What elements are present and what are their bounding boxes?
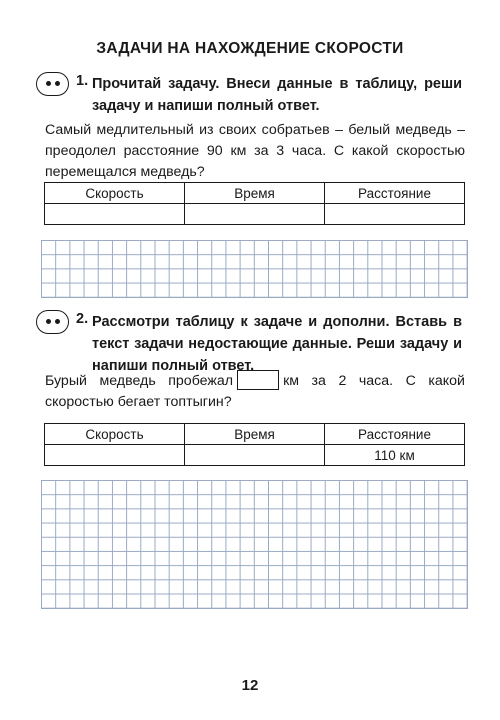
missing-value-box[interactable] — [237, 370, 279, 390]
table-row — [45, 445, 465, 466]
header-distance: Расстояние — [325, 424, 465, 445]
page-number: 12 — [241, 677, 259, 694]
cell-speed[interactable] — [45, 445, 185, 466]
eyes-face-icon — [36, 72, 69, 96]
header-speed: Скорость — [45, 424, 185, 445]
task-2-instruction: Рассмотри таблицу к задаче и дополни. Вставь в текст задачи недостающие данные. Реши задачу и напиши полный ответ. — [92, 314, 462, 374]
table-header-row — [45, 424, 465, 445]
header-speed: Скорость — [45, 183, 185, 204]
task-2-text-after: км за 2 часа. С какой скоростью бегает топтыгин? — [45, 373, 465, 410]
header-time: Время — [185, 183, 325, 204]
task-2-table — [44, 423, 465, 466]
task-1-table — [44, 182, 465, 225]
eyes-face-icon — [36, 310, 69, 334]
cell-distance: 110 км — [325, 445, 465, 466]
cell-time[interactable] — [185, 204, 325, 225]
cell-time[interactable] — [185, 445, 325, 466]
task-2-text-before: Бурый медведь пробежал — [45, 373, 234, 389]
answer-grid-1[interactable] — [41, 240, 468, 298]
cell-distance[interactable] — [325, 204, 465, 225]
task-1-instruction: Прочитай задачу. Внеси данные в таблицу, реши задачу и напиши полный ответ. — [92, 76, 462, 114]
task-1-number: 1. — [76, 73, 89, 89]
table-row — [45, 204, 465, 225]
table-header-row — [45, 183, 465, 204]
header-distance: Расстояние — [325, 183, 465, 204]
task-1-text: Самый медлительный из своих собратьев – белый медведь – преодолел расстояние 90 км за 3 часа. С какой скоростью перемещался медведь? — [45, 122, 465, 180]
task-2-text — [45, 370, 465, 413]
cell-speed[interactable] — [45, 204, 185, 225]
task-2-number: 2. — [76, 311, 89, 327]
page-title: ЗАДАЧИ НА НАХОЖДЕНИЕ СКОРОСТИ — [96, 40, 404, 57]
answer-grid-2[interactable] — [41, 480, 468, 609]
header-time: Время — [185, 424, 325, 445]
